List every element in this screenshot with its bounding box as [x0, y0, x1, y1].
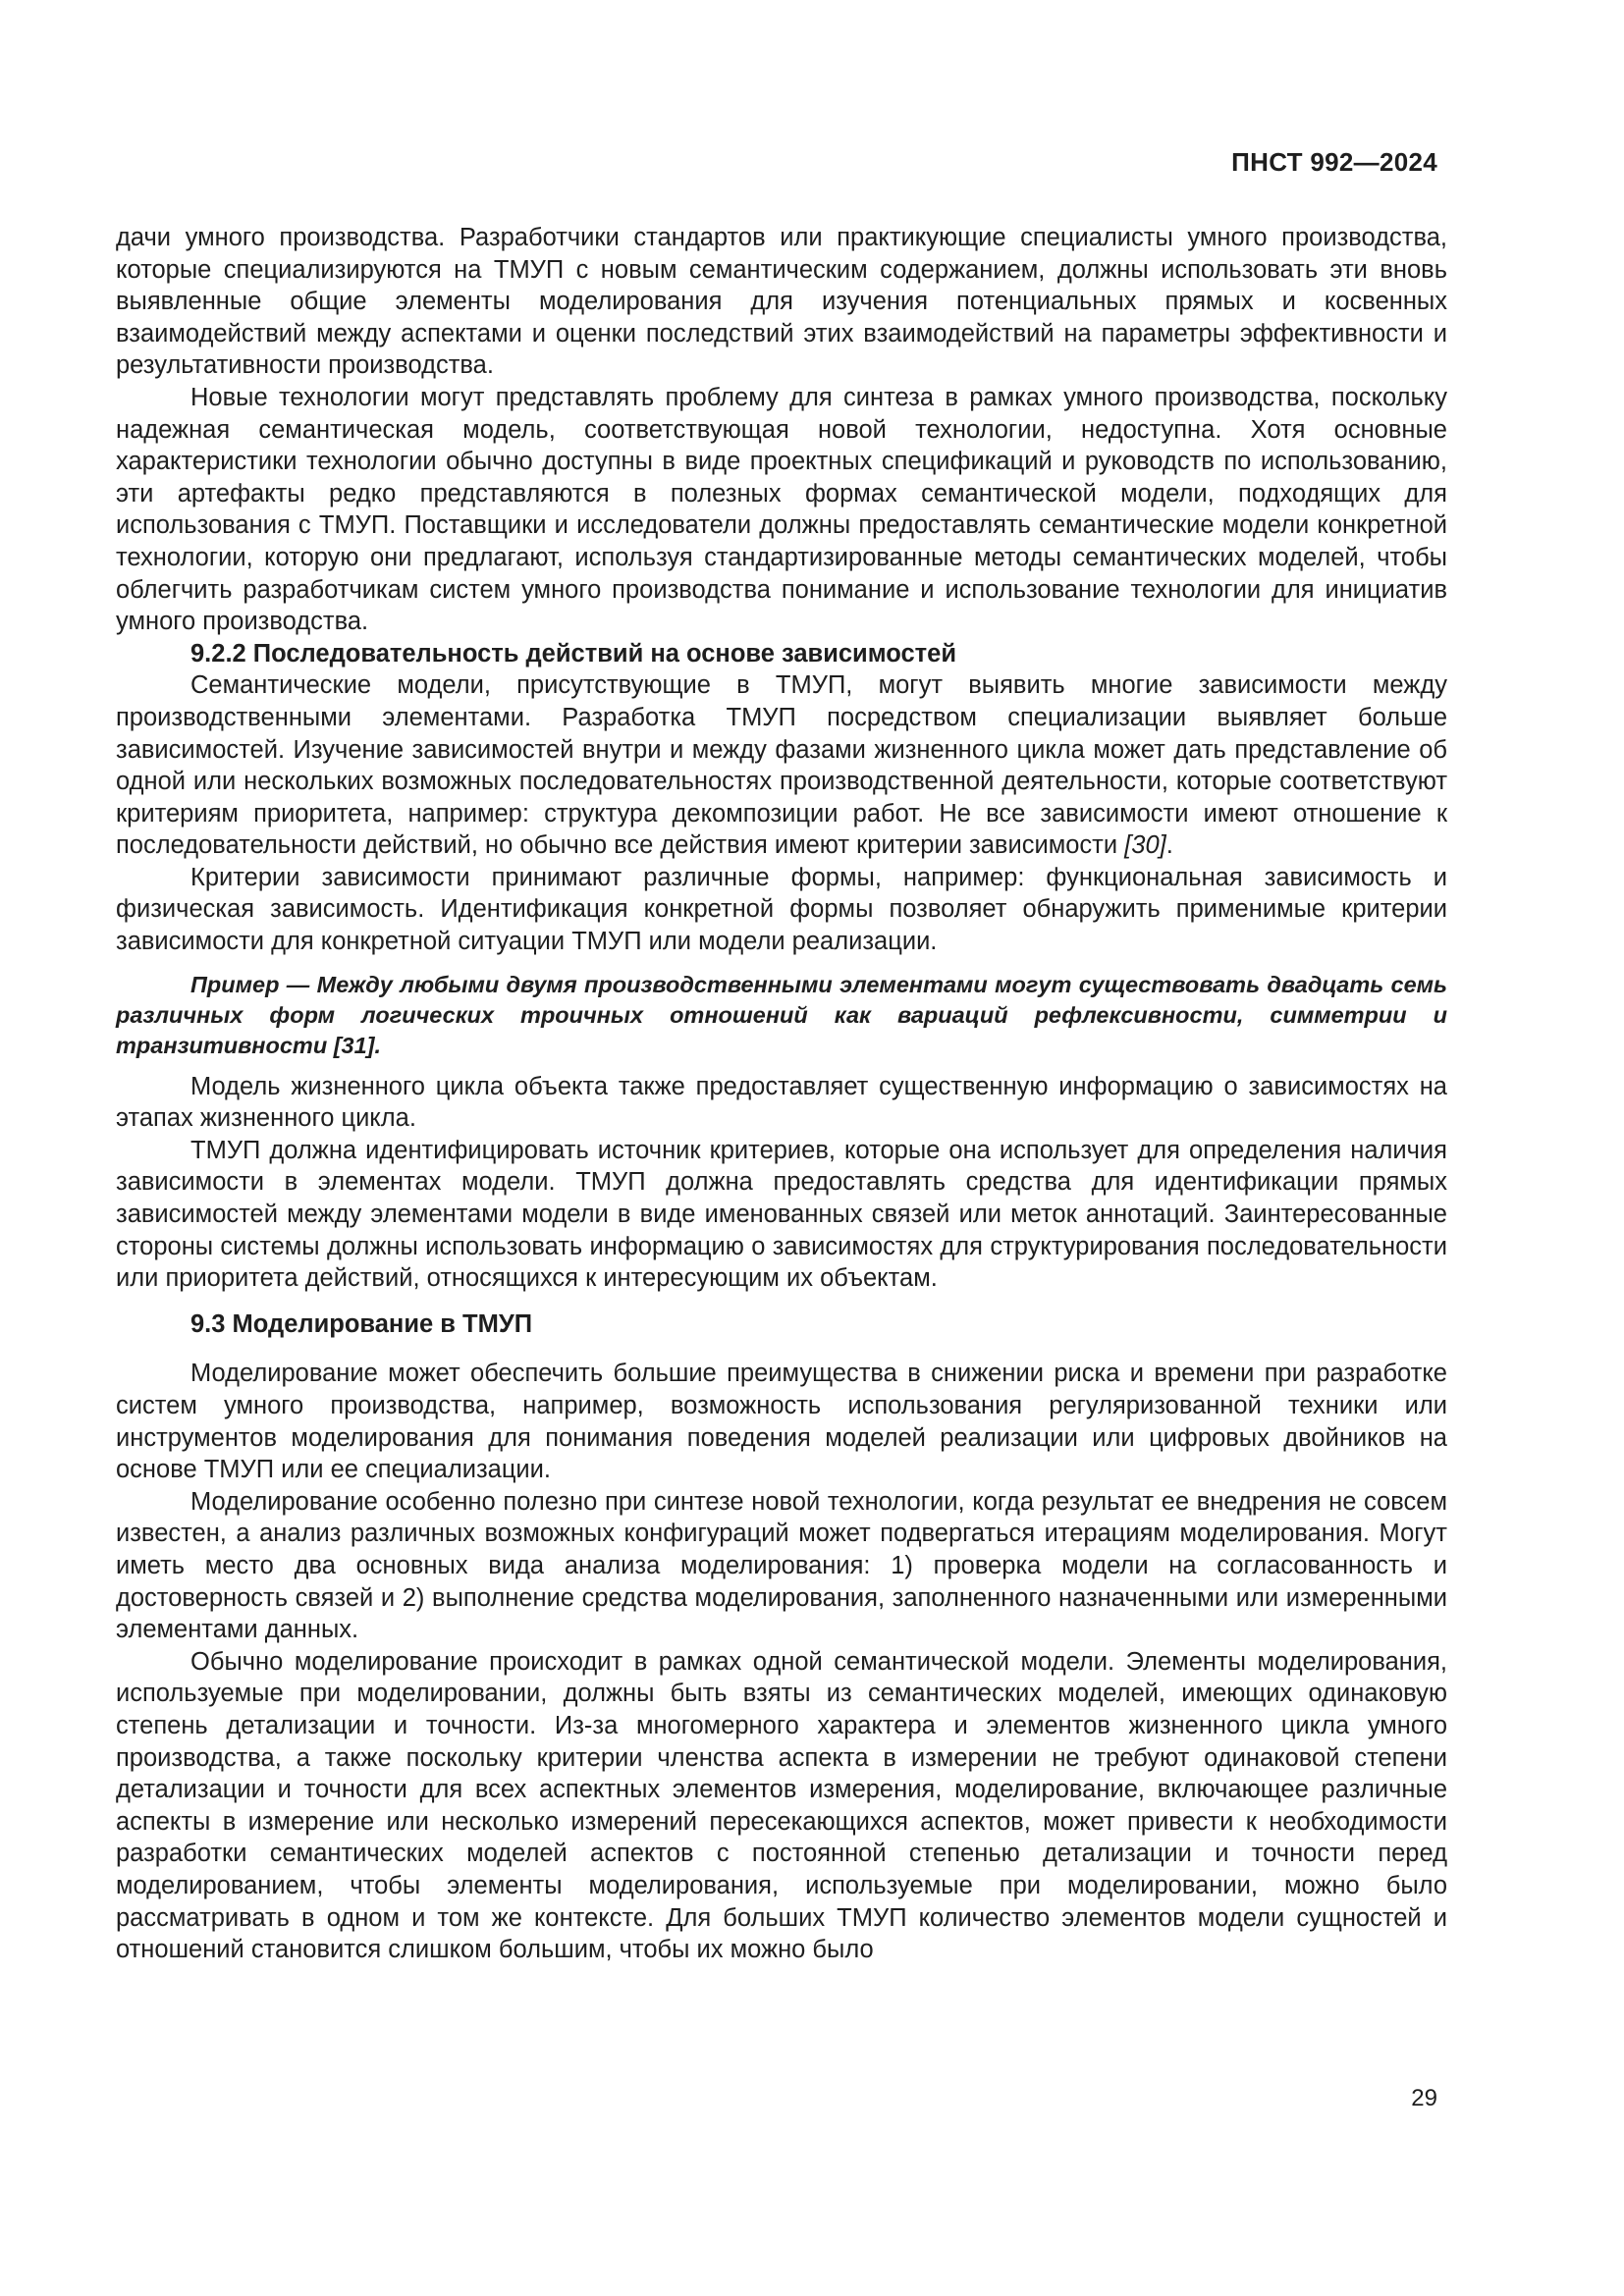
paragraph-dependency-criteria: Критерии зависимости принимают различные формы, например: функциональная зависимость и физическая зависимость. Идентификация конкретной формы позволяет обнаружить применимые критерии зависимости для конкретной ситуации ТМУП или модели реализации. [116, 863, 1447, 956]
citation-30: [30] [1124, 831, 1166, 860]
section-heading-9-3: 9.3 Моделирование в ТМУП [190, 1309, 533, 1338]
paragraph-criteria-source: ТМУП должна идентифицировать источник критериев, которые она использует для определения наличия зависимости в элементах модели. ТМУП должна предоставлять средства для идентификации прямых зависимостей между элементами модели в виде именованных связей или меток аннотаций. Заинтересованные стороны системы должны использовать информацию о зависимостях для структурирования последовательности или приоритета действий, относящихся к интересующим их объектам. [116, 1136, 1447, 1293]
document-id-header: ПНСТ 992—2024 [1231, 147, 1437, 177]
body-text [116, 222, 1447, 1966]
paragraph-dependencies-end: . [1165, 831, 1173, 860]
paragraph-modeling-single-model: Обычно моделирование происходит в рамках одной семантической модели. Элементы моделирования, используемые при моделировании, должны быть взяты из семантических моделей, имеющих одинаковую степень детализации и точности. Из-за многомерного характера и элементов жизненного цикла умного производства, а также поскольку критерии членства аспекта в измерении не требуют одинаковой степени детализации и точности для всех аспектных элементов измерения, моделирование, включающее различные аспекты в измерение или несколько измерений пересекающихся аспектов, может привести к необходимости разработки семантических моделей аспектов с постоянной степенью детализации и точности перед моделированием, чтобы элементы моделирования, используемые при моделировании, можно было рассматривать в одном и том же контексте. Для больших ТМУП количество элементов модели сущностей и отношений становится слишком большим, чтобы их можно было [116, 1647, 1447, 1964]
paragraph-dependencies [116, 669, 1447, 862]
page-number: 29 [1411, 2085, 1437, 2111]
paragraph-dependencies-text: Семантические модели, присутствующие в ТМУП, могут выявить многие зависимости между производственными элементами. Разработка ТМУП посредством специализации выявляет больше зависимостей. Изучение зависимостей внутри и между фазами жизненного цикла может дать представление об одной или нескольких возможных последовательностях производственной деятельности, которые соответствуют критериям приоритета, например: структура декомпозиции работ. Не все зависимости имеют отношение к последовательности действий, но обычно все действия имеют критерии зависимости [116, 671, 1447, 860]
paragraph-modeling-new-tech: Моделирование особенно полезно при синтезе новой технологии, когда результат ее внедрения не совсем известен, а анализ различных возможных конфигураций может подвергаться итерациям моделирования. Могут иметь место два основных вида анализа моделирования: 1) проверка модели на согласованность и достоверность связей и 2) выполнение средства моделирования, заполненного назначенными или измеренными элементами данных. [116, 1487, 1447, 1644]
paragraph-lifecycle-model: Модель жизненного цикла объекта также предоставляет существенную информацию о зависимостях на этапах жизненного цикла. [116, 1072, 1447, 1133]
paragraph-modeling-benefits: Моделирование может обеспечить большие преимущества в снижении риска и времени при разработке систем умного производства, например, возможность использования регуляризованной техники или инструментов моделирования для понимания поведения моделей реализации или цифровых двойников на основе ТМУП или ее специализации. [116, 1360, 1447, 1484]
paragraph-continuation: дачи умного производства. Разработчики стандартов или практикующие специалисты умного производства, которые специализируются на ТМУП с новым семантическим содержанием, должны использовать эти вновь выявленные общие элементы моделирования для изучения потенциальных прямых и косвенных взаимодействий между аспектами и оценки последствий этих взаимодействий на параметры эффективности и результативности производства. [116, 224, 1447, 380]
section-heading-9-2-2: 9.2.2 Последовательность действий на основе зависимостей [190, 639, 957, 667]
paragraph-new-technologies: Новые технологии могут представлять проблему для синтеза в рамках умного производства, поскольку надежная семантическая модель, соответствующая новой технологии, недоступна. Хотя основные характеристики технологии обычно доступны в виде проектных спецификаций и руководств по использованию, эти артефакты редко представляются в полезных формах семантической модели, подходящих для использования с ТМУП. Поставщики и исследователи должны предоставлять семантические модели конкретной технологии, которую они предлагают, используя стандартизированные методы семантических моделей, чтобы облегчить разработчикам систем умного производства понимание и использование технологии для инициатив умного производства. [116, 383, 1447, 636]
example-note: Пример — Между любыми двумя производственными элементами могут существовать двадцать семь различных форм логических троичных отношений как вариаций рефлексивности, симметрии и транзитивности [31]. [116, 971, 1447, 1058]
